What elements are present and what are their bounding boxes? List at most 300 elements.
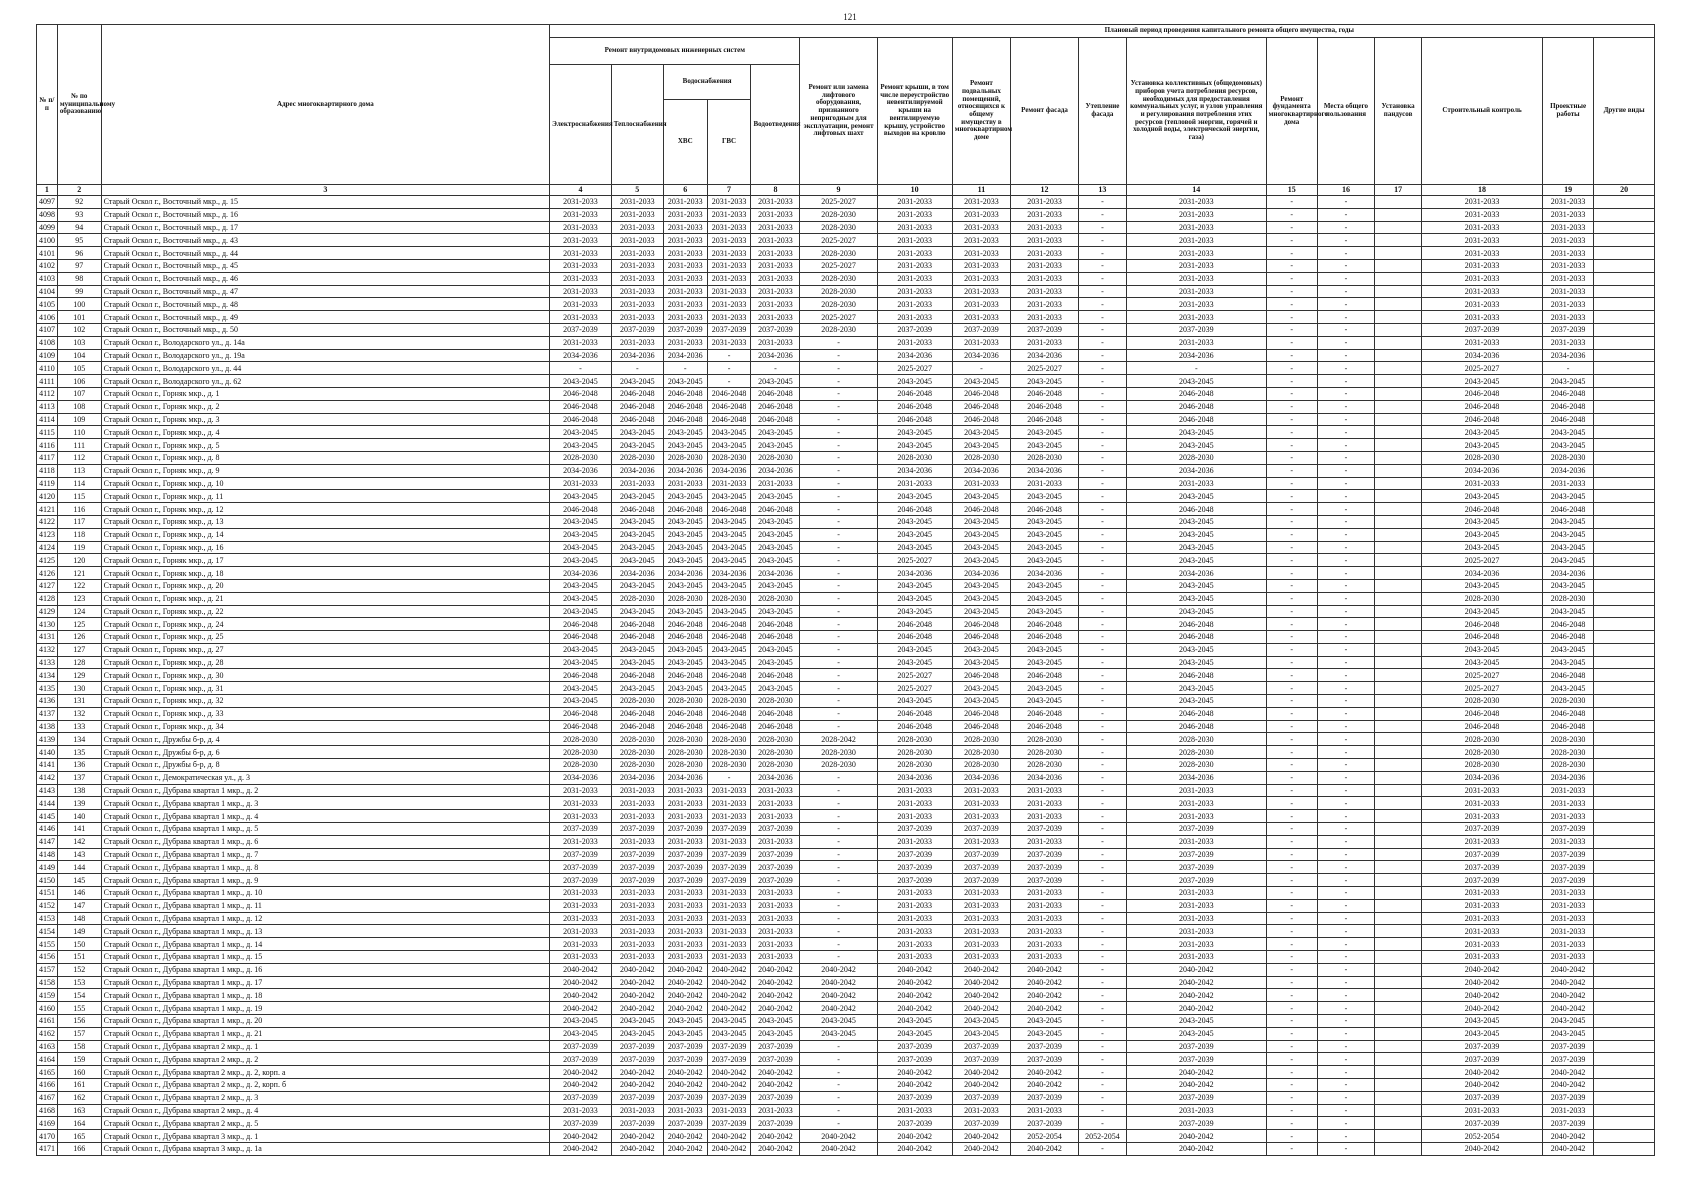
table-cell: 2031-2033 — [1126, 196, 1266, 209]
table-cell: 2043-2045 — [751, 579, 800, 592]
table-cell: 2031-2033 — [1543, 221, 1594, 234]
table-cell — [1594, 618, 1655, 631]
table-cell: 2025-2027 — [800, 311, 877, 324]
table-cell: 2043-2045 — [550, 682, 612, 695]
table-cell: 2028-2030 — [663, 451, 707, 464]
table-cell: 131 — [57, 695, 101, 708]
table-cell: 2043-2045 — [877, 528, 952, 541]
table-cell: - — [1317, 861, 1374, 874]
table-cell: 2031-2033 — [663, 477, 707, 490]
table-cell — [1594, 720, 1655, 733]
table-cell: 2031-2033 — [1126, 1104, 1266, 1117]
table-cell: - — [1266, 528, 1317, 541]
table-row — [37, 387, 1655, 400]
table-cell: 2031-2033 — [952, 912, 1010, 925]
table-cell — [1594, 938, 1655, 951]
table-cell: - — [1266, 503, 1317, 516]
table-cell: 2031-2033 — [1422, 938, 1543, 951]
table-cell: 2034-2036 — [952, 464, 1010, 477]
table-cell: 2043-2045 — [1543, 682, 1594, 695]
table-cell: 2037-2039 — [611, 848, 663, 861]
table-cell: - — [1266, 746, 1317, 759]
table-cell: - — [1266, 720, 1317, 733]
table-cell: - — [1317, 784, 1374, 797]
table-cell: 2043-2045 — [1011, 490, 1079, 503]
table-cell: 2037-2039 — [751, 1053, 800, 1066]
table-cell: 2046-2048 — [550, 503, 612, 516]
table-cell: 2043-2045 — [611, 375, 663, 388]
table-cell: 2031-2033 — [1011, 797, 1079, 810]
table-cell: - — [1317, 951, 1374, 964]
table-cell: 2043-2045 — [611, 1027, 663, 1040]
table-cell: 2031-2033 — [611, 835, 663, 848]
table-row — [37, 1040, 1655, 1053]
table-cell: 2046-2048 — [1011, 618, 1079, 631]
table-cell: 2037-2039 — [952, 874, 1010, 887]
table-cell: 2037-2039 — [1422, 861, 1543, 874]
table-cell: 2031-2033 — [611, 234, 663, 247]
table-cell: 2031-2033 — [1543, 259, 1594, 272]
table-cell — [1375, 413, 1422, 426]
table-cell: 2046-2048 — [550, 618, 612, 631]
table-cell: 2031-2033 — [952, 887, 1010, 900]
table-cell: 4122 — [37, 515, 58, 528]
table-cell: 2040-2042 — [1543, 1066, 1594, 1079]
table-cell: - — [1266, 707, 1317, 720]
table-cell: 2031-2033 — [1422, 336, 1543, 349]
table-cell: 2028-2030 — [611, 733, 663, 746]
table-cell: 2046-2048 — [877, 707, 952, 720]
table-cell: 2037-2039 — [550, 323, 612, 336]
table-cell: 2031-2033 — [877, 951, 952, 964]
table-cell: 2037-2039 — [663, 1091, 707, 1104]
table-cell: 2040-2042 — [751, 989, 800, 1002]
table-cell: 2028-2030 — [751, 746, 800, 759]
table-cell: 2046-2048 — [1126, 631, 1266, 644]
table-cell: 2043-2045 — [1126, 592, 1266, 605]
table-cell: 4118 — [37, 464, 58, 477]
table-cell: 4117 — [37, 451, 58, 464]
table-cell: 2031-2033 — [611, 247, 663, 260]
table-cell: 2031-2033 — [952, 285, 1010, 298]
table-cell: 2031-2033 — [1543, 951, 1594, 964]
table-cell: 2031-2033 — [1126, 912, 1266, 925]
table-cell: 2031-2033 — [751, 835, 800, 848]
table-cell — [1375, 1066, 1422, 1079]
table-cell: 2043-2045 — [1126, 695, 1266, 708]
table-cell: 2043-2045 — [952, 643, 1010, 656]
table-cell: 2034-2036 — [663, 771, 707, 784]
table-cell: 4124 — [37, 541, 58, 554]
table-cell: - — [1078, 720, 1126, 733]
table-cell: 2046-2048 — [611, 707, 663, 720]
address-cell: Старый Оскол г., Горняк мкр., д. 8 — [101, 451, 550, 464]
table-cell: 2037-2039 — [1422, 1117, 1543, 1130]
table-cell: 117 — [57, 515, 101, 528]
table-cell: 2031-2033 — [1126, 272, 1266, 285]
table-cell: - — [1266, 925, 1317, 938]
table-cell: 2037-2039 — [707, 874, 751, 887]
table-row — [37, 938, 1655, 951]
table-row — [37, 554, 1655, 567]
table-cell: 2031-2033 — [952, 810, 1010, 823]
table-cell: 2043-2045 — [550, 490, 612, 503]
table-cell: 158 — [57, 1040, 101, 1053]
address-cell: Старый Оскол г., Дубрава квартал 2 мкр., д. 3 — [101, 1091, 550, 1104]
table-cell: - — [800, 349, 877, 362]
table-cell: 2028-2030 — [707, 451, 751, 464]
table-cell: 2031-2033 — [877, 336, 952, 349]
table-cell: 2037-2039 — [1422, 323, 1543, 336]
table-cell: 2043-2045 — [751, 643, 800, 656]
table-cell: 2043-2045 — [1011, 592, 1079, 605]
table-cell: 2043-2045 — [1011, 528, 1079, 541]
table-cell: 2031-2033 — [1011, 285, 1079, 298]
table-cell: - — [1266, 1015, 1317, 1028]
table-cell: 2037-2039 — [550, 874, 612, 887]
table-cell: 2037-2039 — [611, 323, 663, 336]
table-cell: - — [800, 490, 877, 503]
table-cell: 2043-2045 — [611, 528, 663, 541]
table-cell: 139 — [57, 797, 101, 810]
table-cell: 2031-2033 — [707, 784, 751, 797]
header-muni-num: № по муниципальному образованию — [57, 25, 101, 185]
table-cell: 2040-2042 — [611, 1130, 663, 1143]
table-cell: 4109 — [37, 349, 58, 362]
table-cell: 119 — [57, 541, 101, 554]
table-cell: - — [1078, 963, 1126, 976]
table-cell: - — [1317, 874, 1374, 887]
table-cell: 2043-2045 — [877, 656, 952, 669]
address-cell: Старый Оскол г., Дружбы б-р, д. 6 — [101, 746, 550, 759]
table-cell: 2034-2036 — [1011, 464, 1079, 477]
table-cell: 2028-2030 — [751, 733, 800, 746]
table-cell: 2031-2033 — [550, 835, 612, 848]
table-cell: - — [1126, 362, 1266, 375]
table-cell: - — [1317, 349, 1374, 362]
table-cell: 124 — [57, 605, 101, 618]
table-cell: 2040-2042 — [1126, 1130, 1266, 1143]
table-cell: - — [1266, 656, 1317, 669]
table-cell: 2046-2048 — [1011, 503, 1079, 516]
table-cell — [1594, 746, 1655, 759]
address-cell: Старый Оскол г., Восточный мкр., д. 44 — [101, 247, 550, 260]
table-cell: 2043-2045 — [707, 541, 751, 554]
table-cell: 2031-2033 — [751, 887, 800, 900]
table-cell — [1594, 643, 1655, 656]
table-cell: - — [1078, 1078, 1126, 1091]
table-cell — [1594, 1104, 1655, 1117]
table-cell: 2031-2033 — [1422, 208, 1543, 221]
table-cell: - — [1266, 298, 1317, 311]
table-cell: - — [1078, 887, 1126, 900]
table-cell: 2043-2045 — [663, 605, 707, 618]
table-cell: 4139 — [37, 733, 58, 746]
table-cell: 2031-2033 — [952, 835, 1010, 848]
table-cell: - — [1317, 771, 1374, 784]
table-cell: - — [1078, 899, 1126, 912]
table-cell: 2046-2048 — [952, 669, 1010, 682]
table-cell: 2025-2027 — [1422, 682, 1543, 695]
table-cell: 2046-2048 — [1422, 413, 1543, 426]
table-cell: - — [1078, 259, 1126, 272]
table-cell: 2031-2033 — [1543, 336, 1594, 349]
table-cell: 4137 — [37, 707, 58, 720]
table-cell: 2031-2033 — [707, 247, 751, 260]
table-cell — [1375, 1015, 1422, 1028]
table-cell — [1594, 490, 1655, 503]
address-cell: Старый Оскол г., Дубрава квартал 1 мкр., д. 16 — [101, 963, 550, 976]
table-cell: 2031-2033 — [1543, 298, 1594, 311]
table-cell: 2043-2045 — [751, 439, 800, 452]
table-cell: - — [1266, 541, 1317, 554]
table-cell: 2037-2039 — [611, 874, 663, 887]
header-heating: Теплоснабжения — [611, 65, 663, 185]
table-cell — [1375, 643, 1422, 656]
table-cell: 2043-2045 — [1422, 490, 1543, 503]
table-cell: 4166 — [37, 1078, 58, 1091]
header-water-supply: Водоснабжения — [663, 65, 751, 100]
table-cell: 2043-2045 — [1011, 579, 1079, 592]
table-cell: 2034-2036 — [877, 567, 952, 580]
table-cell: 2046-2048 — [550, 707, 612, 720]
table-cell: 2037-2039 — [877, 874, 952, 887]
table-cell — [1594, 196, 1655, 209]
address-cell: Старый Оскол г., Восточный мкр., д. 49 — [101, 311, 550, 324]
table-cell: 2037-2039 — [707, 1091, 751, 1104]
table-cell: 2031-2033 — [1543, 887, 1594, 900]
table-cell: 2040-2042 — [800, 963, 877, 976]
table-cell: - — [1078, 579, 1126, 592]
table-row — [37, 400, 1655, 413]
table-cell: - — [1266, 1091, 1317, 1104]
table-cell: 2031-2033 — [663, 899, 707, 912]
table-cell: 2037-2039 — [550, 823, 612, 836]
table-cell: 107 — [57, 387, 101, 400]
table-cell: 2031-2033 — [663, 311, 707, 324]
table-cell: 2043-2045 — [952, 439, 1010, 452]
table-cell: 2031-2033 — [611, 272, 663, 285]
address-cell: Старый Оскол г., Дубрава квартал 2 мкр., д. 2, корп. б — [101, 1078, 550, 1091]
column-number: 17 — [1375, 185, 1422, 196]
table-cell — [1594, 861, 1655, 874]
table-cell: 2034-2036 — [1011, 567, 1079, 580]
table-cell: 2043-2045 — [877, 643, 952, 656]
table-cell: 2046-2048 — [952, 707, 1010, 720]
table-cell: 2031-2033 — [663, 272, 707, 285]
table-cell: 2046-2048 — [707, 618, 751, 631]
table-cell: - — [1078, 656, 1126, 669]
table-cell: 2028-2030 — [611, 451, 663, 464]
table-cell: 2031-2033 — [663, 784, 707, 797]
table-cell: - — [1317, 823, 1374, 836]
table-cell: - — [1078, 515, 1126, 528]
table-cell: 2028-2030 — [952, 733, 1010, 746]
table-cell: 2025-2027 — [877, 362, 952, 375]
table-cell: 2046-2048 — [952, 631, 1010, 644]
table-cell: 2052-2054 — [1011, 1130, 1079, 1143]
address-cell: Старый Оскол г., Горняк мкр., д. 33 — [101, 707, 550, 720]
table-cell: - — [1266, 234, 1317, 247]
table-cell: 2031-2033 — [663, 938, 707, 951]
table-cell: - — [800, 592, 877, 605]
header-facade: Ремонт фасада — [1011, 38, 1079, 185]
table-cell — [1594, 631, 1655, 644]
table-cell: 2031-2033 — [952, 899, 1010, 912]
table-cell: - — [1317, 887, 1374, 900]
table-row — [37, 951, 1655, 964]
table-cell — [1594, 707, 1655, 720]
table-cell: 2043-2045 — [1543, 490, 1594, 503]
table-cell: 2043-2045 — [751, 426, 800, 439]
table-cell: - — [800, 413, 877, 426]
table-cell: 2040-2042 — [663, 1066, 707, 1079]
table-cell: 2031-2033 — [877, 234, 952, 247]
table-row — [37, 1015, 1655, 1028]
table-cell: 4106 — [37, 311, 58, 324]
table-cell: - — [1078, 707, 1126, 720]
table-cell: 2031-2033 — [877, 196, 952, 209]
table-cell: - — [800, 938, 877, 951]
table-cell: 122 — [57, 579, 101, 592]
table-row — [37, 208, 1655, 221]
table-cell: 2046-2048 — [952, 720, 1010, 733]
table-cell: 2037-2039 — [707, 323, 751, 336]
table-cell: 4097 — [37, 196, 58, 209]
table-cell: 2031-2033 — [611, 810, 663, 823]
table-cell: - — [800, 554, 877, 567]
table-cell — [1375, 336, 1422, 349]
table-cell: 2046-2048 — [952, 387, 1010, 400]
table-cell: 2031-2033 — [1543, 835, 1594, 848]
table-cell — [1594, 503, 1655, 516]
table-cell: 2031-2033 — [877, 311, 952, 324]
table-cell: - — [1078, 208, 1126, 221]
table-cell: 2031-2033 — [663, 247, 707, 260]
table-cell: 123 — [57, 592, 101, 605]
table-cell: 2046-2048 — [877, 413, 952, 426]
table-cell: 2028-2030 — [751, 451, 800, 464]
table-cell: 2028-2030 — [550, 733, 612, 746]
table-row — [37, 899, 1655, 912]
table-cell — [1375, 439, 1422, 452]
table-cell: 2040-2042 — [952, 963, 1010, 976]
table-cell: - — [800, 887, 877, 900]
table-cell — [1375, 1142, 1422, 1155]
table-cell: 2031-2033 — [952, 477, 1010, 490]
table-cell: - — [1266, 605, 1317, 618]
table-row — [37, 1104, 1655, 1117]
table-cell: 2037-2039 — [952, 1053, 1010, 1066]
table-cell: 2031-2033 — [1011, 272, 1079, 285]
table-cell: 2034-2036 — [877, 464, 952, 477]
table-cell — [1375, 259, 1422, 272]
table-cell: 2028-2030 — [1543, 592, 1594, 605]
table-cell — [1375, 298, 1422, 311]
table-cell: 2043-2045 — [663, 541, 707, 554]
table-cell: - — [1317, 298, 1374, 311]
table-cell: 2028-2030 — [663, 695, 707, 708]
table-cell — [1375, 323, 1422, 336]
table-cell: - — [1078, 528, 1126, 541]
table-row — [37, 477, 1655, 490]
table-cell: 4136 — [37, 695, 58, 708]
table-cell: 2040-2042 — [751, 1002, 800, 1015]
table-cell: 2031-2033 — [877, 835, 952, 848]
table-cell — [1594, 1130, 1655, 1143]
table-cell: - — [1317, 618, 1374, 631]
table-cell: 2031-2033 — [707, 912, 751, 925]
table-cell: 2037-2039 — [707, 861, 751, 874]
address-cell: Старый Оскол г., Горняк мкр., д. 32 — [101, 695, 550, 708]
table-cell: - — [800, 1053, 877, 1066]
table-cell: 2043-2045 — [707, 554, 751, 567]
table-cell — [1375, 976, 1422, 989]
table-cell: 2031-2033 — [663, 912, 707, 925]
table-cell: 2043-2045 — [663, 490, 707, 503]
table-cell: - — [1266, 1027, 1317, 1040]
table-cell: - — [800, 1104, 877, 1117]
table-cell: 93 — [57, 208, 101, 221]
table-cell — [1375, 1078, 1422, 1091]
table-cell — [1594, 336, 1655, 349]
table-cell: - — [1078, 618, 1126, 631]
table-cell: 2037-2039 — [550, 1091, 612, 1104]
table-cell: 2037-2039 — [877, 1117, 952, 1130]
table-cell: - — [800, 426, 877, 439]
table-cell: 2031-2033 — [1422, 285, 1543, 298]
table-cell: 2028-2030 — [1543, 733, 1594, 746]
table-cell: - — [1266, 669, 1317, 682]
address-cell: Старый Оскол г., Горняк мкр., д. 14 — [101, 528, 550, 541]
table-row — [37, 643, 1655, 656]
table-cell: 2031-2033 — [1011, 298, 1079, 311]
table-cell: 2043-2045 — [1543, 515, 1594, 528]
table-cell: 2037-2039 — [611, 1053, 663, 1066]
table-cell: 2031-2033 — [1126, 259, 1266, 272]
table-cell — [1594, 899, 1655, 912]
address-cell: Старый Оскол г., Дубрава квартал 2 мкр., д. 2 — [101, 1053, 550, 1066]
table-cell: 2031-2033 — [877, 810, 952, 823]
table-cell: 2040-2042 — [1422, 963, 1543, 976]
table-cell: 2031-2033 — [663, 887, 707, 900]
table-cell: 2043-2045 — [1011, 682, 1079, 695]
table-cell — [1375, 503, 1422, 516]
table-cell — [1375, 247, 1422, 260]
table-cell: - — [1078, 234, 1126, 247]
address-cell: Старый Оскол г., Горняк мкр., д. 17 — [101, 554, 550, 567]
table-cell: 2037-2039 — [751, 874, 800, 887]
table-cell: 2037-2039 — [1011, 861, 1079, 874]
table-cell: 2031-2033 — [1543, 285, 1594, 298]
address-cell: Старый Оскол г., Горняк мкр., д. 20 — [101, 579, 550, 592]
table-cell: 2040-2042 — [1011, 976, 1079, 989]
table-cell: 2034-2036 — [550, 464, 612, 477]
table-cell: 2040-2042 — [1543, 1078, 1594, 1091]
table-cell — [1594, 323, 1655, 336]
table-cell: - — [1317, 643, 1374, 656]
table-cell: 2031-2033 — [611, 285, 663, 298]
column-number: 12 — [1011, 185, 1079, 196]
table-cell: 2028-2030 — [707, 592, 751, 605]
table-cell: 2043-2045 — [1543, 1027, 1594, 1040]
table-cell: 2028-2030 — [952, 759, 1010, 772]
table-cell: 2031-2033 — [550, 925, 612, 938]
address-cell: Старый Оскол г., Горняк мкр., д. 27 — [101, 643, 550, 656]
table-cell: 2031-2033 — [1422, 887, 1543, 900]
table-row — [37, 592, 1655, 605]
table-cell — [1594, 272, 1655, 285]
